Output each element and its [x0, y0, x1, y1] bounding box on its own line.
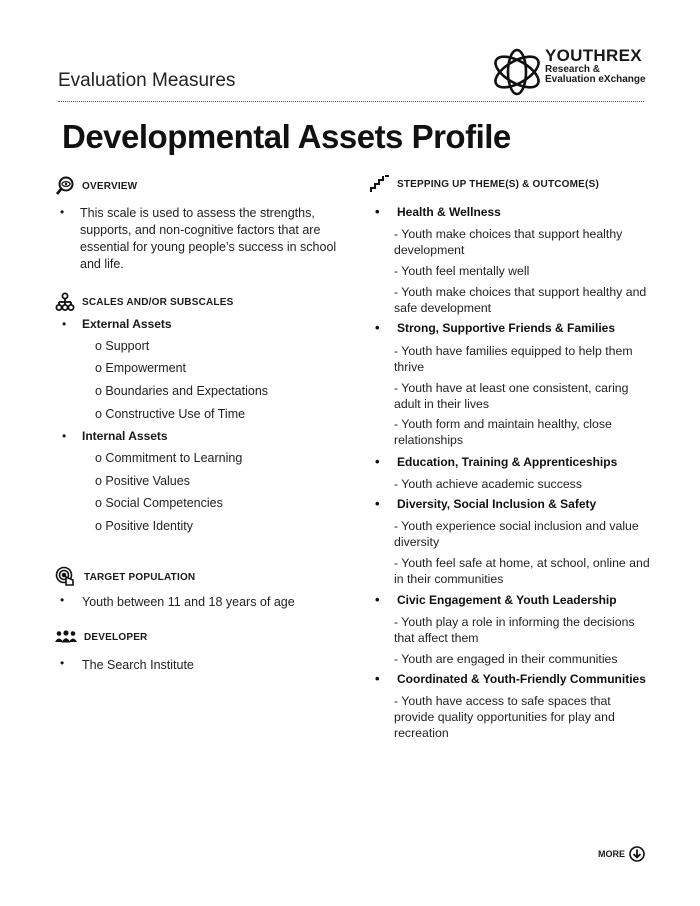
- outcome-text: - Youth form and maintain healthy, close relationships: [394, 417, 612, 447]
- theme-label: Education, Training & Apprenticeships: [397, 455, 618, 469]
- orbit-logo-icon: [490, 45, 544, 99]
- bullet-dot: •: [375, 454, 380, 469]
- theme-item: [375, 592, 617, 607]
- overview-item: [60, 205, 348, 273]
- scale-subitem: o Constructive Use of Time: [95, 407, 246, 421]
- hierarchy-icon: [55, 292, 75, 312]
- dotted-divider: [58, 101, 644, 102]
- theme-label: Strong, Supportive Friends & Families: [397, 321, 616, 335]
- bullet-dot: •: [60, 593, 65, 607]
- bullet-dot: •: [62, 317, 67, 331]
- outcome-text: - Youth achieve academic success: [394, 477, 582, 491]
- bullet-dot: •: [375, 204, 380, 219]
- developer-heading-label: DEVELOPER: [84, 631, 148, 643]
- theme-item: [375, 204, 501, 219]
- target-heading: [55, 566, 195, 588]
- overview-heading: [55, 176, 137, 196]
- stairs-icon: [370, 175, 390, 193]
- outcome-text: - Youth feel mentally well: [394, 264, 530, 278]
- page-title: Developmental Assets Profile: [62, 118, 511, 155]
- bullet-dot: •: [60, 205, 65, 219]
- theme-label: Civic Engagement & Youth Leadership: [397, 593, 617, 607]
- outcome-text: - Youth have at least one consistent, caring adult in their lives: [394, 381, 629, 411]
- developer-heading: [55, 630, 147, 644]
- scale-subitem: o Social Competencies: [95, 496, 223, 510]
- overview-heading-label: OVERVIEW: [82, 180, 138, 192]
- outcome-text: - Youth play a role in informing the decisions that affect them: [394, 615, 635, 645]
- developer-item: [60, 656, 342, 674]
- scale-subitem: o Positive Identity: [95, 519, 193, 533]
- logo-line1: Research &: [545, 63, 601, 75]
- outcome-text: - Youth feel safe at home, at school, online and in their communities: [394, 556, 650, 586]
- more-link[interactable]: [598, 846, 645, 862]
- scale-subitem: o Empowerment: [95, 361, 187, 375]
- scale-group-label: Internal Assets: [82, 429, 168, 443]
- scales-heading: [55, 292, 233, 312]
- target-text: Youth between 11 and 18 years of age: [82, 595, 295, 609]
- logo-line2: Evaluation eXchange: [545, 74, 646, 86]
- scales-heading-label: SCALES AND/OR SUBSCALES: [82, 296, 234, 308]
- outcome-text: - Youth experience social inclusion and value diversity: [394, 519, 639, 549]
- bullet-dot: •: [375, 592, 380, 607]
- target-item: [60, 593, 342, 611]
- arrow-down-circle-icon: [629, 846, 645, 862]
- magnifier-eye-icon: [55, 176, 75, 196]
- target-heading-label: TARGET POPULATION: [84, 571, 196, 583]
- theme-item: [375, 454, 618, 469]
- outcome-text: - Youth make choices that support healthy and safe development: [394, 285, 647, 315]
- scale-subitem: o Commitment to Learning: [95, 451, 243, 465]
- outcome-text: - Youth have access to safe spaces that provide quality opportunities for play and recreation: [394, 694, 615, 740]
- theme-item: [375, 671, 646, 686]
- scale-subitem: o Boundaries and Expectations: [95, 384, 269, 398]
- themes-heading: [370, 175, 599, 193]
- section-title: Evaluation Measures: [58, 70, 236, 91]
- outcome-text: - Youth make choices that support healthy development: [394, 227, 623, 257]
- theme-label: Diversity, Social Inclusion & Safety: [397, 497, 597, 511]
- bullet-dot: •: [62, 429, 67, 443]
- themes-heading-label: STEPPING UP THEME(S) & OUTCOME(S): [397, 178, 599, 190]
- scale-subitem: o Positive Values: [95, 474, 190, 488]
- developer-text: The Search Institute: [82, 658, 194, 672]
- theme-label: Coordinated & Youth-Friendly Communities: [397, 672, 646, 686]
- bullet-dot: •: [375, 496, 380, 511]
- overview-text: This scale is used to assess the strengths, supports, and non-cognitive factors that are essential for young people’s success in school and life.: [80, 206, 337, 271]
- bullet-dot: •: [375, 320, 380, 335]
- logo-text: [545, 47, 646, 86]
- outcome-text: - Youth have families equipped to help them thrive: [394, 344, 633, 374]
- people-icon: [55, 630, 77, 644]
- bullet-dot: •: [375, 671, 380, 686]
- target-hand-icon: [55, 566, 77, 588]
- more-label: MORE: [598, 849, 625, 859]
- theme-item: [375, 320, 616, 335]
- logo-name: YOUTHREX: [545, 46, 642, 65]
- scale-subitem: o Support: [95, 339, 150, 353]
- theme-label: Health & Wellness: [397, 205, 501, 219]
- scale-group-label: External Assets: [82, 317, 172, 331]
- theme-item: [375, 496, 597, 511]
- bullet-dot: •: [60, 656, 65, 670]
- outcome-text: - Youth are engaged in their communities: [394, 652, 618, 666]
